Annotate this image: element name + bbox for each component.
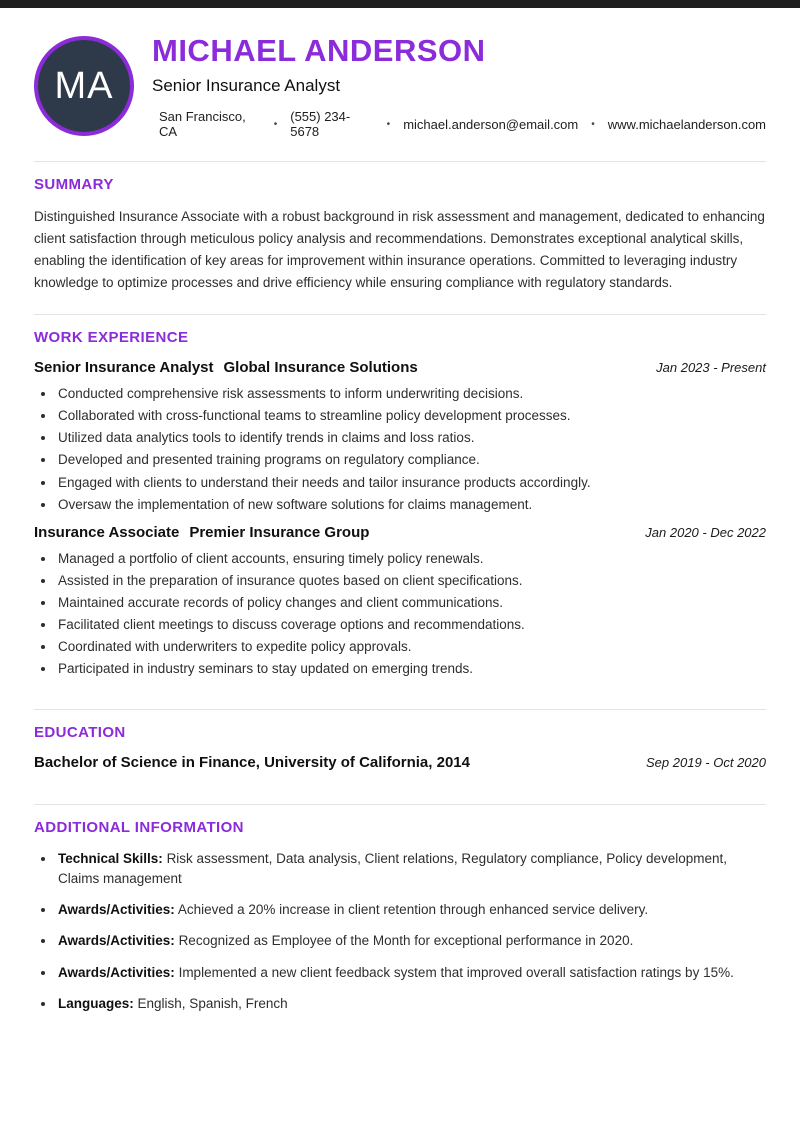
additional-item-label: Awards/Activities:	[58, 933, 175, 949]
job-bullet: • Oversaw the implementation of new software solutions for claims management.	[56, 494, 766, 516]
job-bullet: • Conducted comprehensive risk assessments to inform underwriting decisions.	[56, 383, 766, 405]
job-bullet: • Collaborated with cross-functional teams to streamline policy development processes.	[56, 405, 766, 427]
additional-item	[56, 849, 766, 890]
job-company: Global Insurance Solutions	[223, 359, 418, 376]
contact-location: San Francisco, CA	[159, 109, 246, 139]
job-bullet: • Managed a portfolio of client accounts, ensuring timely policy renewals.	[56, 548, 766, 570]
work-experience-section	[34, 314, 766, 709]
additional-item	[56, 994, 766, 1014]
bullet-separator-icon: •	[386, 118, 391, 130]
additional-item	[56, 931, 766, 951]
job-title-line	[34, 359, 418, 376]
summary-section	[34, 161, 766, 314]
job-bullet: • Utilized data analytics tools to identify trends in claims and loss ratios.	[56, 427, 766, 449]
bullet-separator-icon: •	[273, 118, 278, 130]
job-dates: Jan 2020 - Dec 2022	[645, 524, 766, 540]
job-dates: Jan 2023 - Present	[656, 360, 766, 375]
job-bullet-list	[34, 383, 766, 516]
additional-information-section	[34, 804, 766, 1046]
additional-item-text: English, Spanish, French	[137, 995, 288, 1011]
additional-item-text: Achieved a 20% increase in client retention through enhanced service delivery.	[177, 902, 649, 917]
job-title-line	[34, 524, 369, 541]
education-entry	[34, 754, 766, 771]
job-company: Premier Insurance Group	[189, 523, 370, 541]
additional-item	[56, 900, 766, 920]
contact-row	[159, 109, 766, 139]
additional-item-text: Implemented a new client feedback system that improved overall satisfaction ratings by 15%.	[178, 964, 734, 980]
contact-website: www.michaelanderson.com	[607, 116, 766, 132]
education-heading: EDUCATION	[34, 723, 126, 741]
job-bullet: • Developed and presented training programs on regulatory compliance.	[56, 449, 766, 471]
additional-information-list	[34, 849, 766, 1015]
summary-heading: SUMMARY	[34, 176, 114, 193]
additional-item-label: Awards/Activities:	[58, 964, 175, 980]
education-section	[34, 709, 766, 804]
job-bullet: • Assisted in the preparation of insurance quotes based on client specifications.	[56, 570, 766, 592]
additional-item-label: Languages:	[58, 995, 134, 1011]
contact-email: michael.anderson@email.com	[403, 116, 579, 132]
job-bullet: • Maintained accurate records of policy changes and client communications.	[56, 592, 766, 614]
job-header	[34, 359, 766, 376]
education-dates: Sep 2019 - Oct 2020	[646, 754, 766, 770]
additional-information-heading: ADDITIONAL INFORMATION	[34, 818, 244, 836]
header-job-title: Senior Insurance Analyst	[152, 76, 341, 95]
job-bullet: • Participated in industry seminars to stay updated on emerging trends.	[56, 658, 766, 680]
education-degree: Bachelor of Science in Finance, University of California, 2014	[34, 753, 470, 771]
additional-item-label: Technical Skills:	[58, 850, 163, 866]
job-title: Senior Insurance Analyst	[34, 359, 214, 376]
additional-item	[56, 963, 766, 983]
additional-item-text: Risk assessment, Data analysis, Client relations, Regulatory compliance, Policy development, Claims management	[58, 850, 728, 886]
avatar	[34, 36, 134, 136]
job-bullet: • Facilitated client meetings to discuss coverage options and recommendations.	[56, 614, 766, 636]
job-title: Insurance Associate	[34, 523, 180, 541]
contact-phone: (555) 234-5678	[290, 109, 351, 139]
avatar-initials: MA	[54, 64, 114, 107]
additional-item-text: Recognized as Employee of the Month for exceptional performance in 2020.	[178, 933, 634, 949]
job-bullet: • Engaged with clients to understand their needs and tailor insurance products accordingly.	[56, 472, 766, 494]
job-bullet: • Coordinated with underwriters to expedite policy approvals.	[56, 636, 766, 658]
resume-header	[34, 8, 766, 161]
header-text	[152, 33, 766, 139]
bullet-separator-icon: •	[591, 118, 595, 130]
summary-text: Distinguished Insurance Associate with a robust background in risk assessment and management, dedicated to enhancing client satisfaction through meticulous policy analysis and recommendations. Demonstrates exceptional analytical skills, enabling the identification of key areas for improvement within insurance operations. Committed to leveraging industry knowledge to optimize processes and drive efficiency while ensuring compliance with regulatory standards.	[34, 209, 765, 290]
top-accent-bar	[0, 0, 800, 8]
additional-item-label: Awards/Activities:	[58, 902, 175, 917]
resume-page	[0, 8, 800, 1045]
name-heading: MICHAEL ANDERSON	[152, 33, 486, 68]
job-header	[34, 524, 766, 541]
job-entry	[34, 524, 766, 681]
job-bullet-list	[34, 548, 766, 681]
job-entry	[34, 359, 766, 516]
work-experience-heading: WORK EXPERIENCE	[34, 329, 189, 346]
